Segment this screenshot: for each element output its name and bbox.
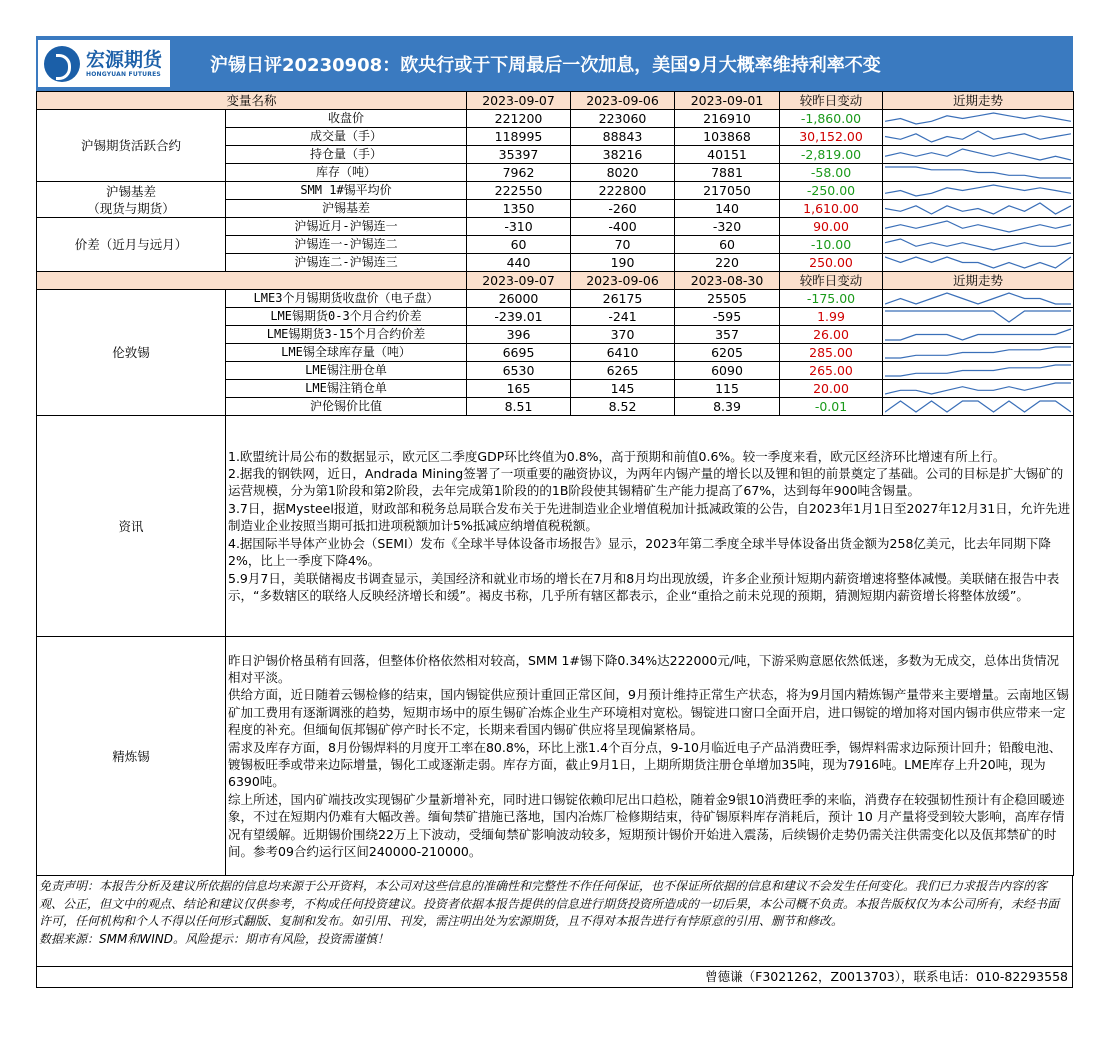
value-previous: 88843 (571, 128, 675, 146)
value-week-ago: -320 (675, 218, 780, 236)
value-previous: 26175 (571, 290, 675, 308)
sparkline-path (885, 365, 1071, 376)
header-variable-name: 变量名称 (37, 92, 467, 110)
data-row (37, 218, 1074, 236)
value-week-ago: 115 (675, 380, 780, 398)
daily-change: 250.00 (780, 254, 883, 272)
trend-sparkline (883, 290, 1074, 308)
column-header: 近期走势 (883, 92, 1074, 110)
column-header: 2023-09-06 (571, 272, 675, 290)
row-label: 沪锡近月-沪锡连一 (226, 218, 467, 236)
report-page (36, 36, 1073, 988)
logo-name-en: HONGYUAN FUTURES (86, 70, 161, 78)
value-previous: -400 (571, 218, 675, 236)
value-week-ago: 8.39 (675, 398, 780, 416)
row-label: LME锡全球库存量（吨） (226, 344, 467, 362)
row-label: 持仓量（手） (226, 146, 467, 164)
paragraph: 1.欧盟统计局公布的数据显示，欧元区二季度GDP环比终值为0.8%，高于预期和前值0.6%。较一季度来看，欧元区经济环比增速有所上行。 (228, 448, 1006, 464)
column-header-row (37, 92, 1074, 110)
row-label: 收盘价 (226, 110, 467, 128)
column-header: 2023-09-07 (467, 92, 571, 110)
daily-change: -175.00 (780, 290, 883, 308)
value-previous: 70 (571, 236, 675, 254)
column-header: 2023-09-01 (675, 92, 780, 110)
trend-sparkline (883, 146, 1074, 164)
paragraph: 4.据国际半导体产业协会（SEMI）发布《全球半导体设备市场报告》显示，2023年第二季度全球半导体设备出货金额为258亿美元，比去年同期下降2%，比上一季度下降4%。 (228, 535, 1051, 569)
refined-tin-body (226, 637, 1074, 876)
value-latest: 396 (467, 326, 571, 344)
value-week-ago: 7881 (675, 164, 780, 182)
refined-tin-label: 精炼锡 (37, 637, 226, 876)
sparkline-path (885, 401, 1071, 412)
trend-sparkline (883, 344, 1074, 362)
sparkline-path (885, 311, 1071, 322)
value-previous: -241 (571, 308, 675, 326)
sparkline-path (885, 239, 1071, 250)
value-latest: 440 (467, 254, 571, 272)
value-latest: 1350 (467, 200, 571, 218)
trend-sparkline (883, 326, 1074, 344)
logo-name-cn: 宏源期货 (86, 48, 163, 71)
data-row (37, 290, 1074, 308)
analyst-contact: 曾德谦（F3021262，Z0013703），联系电话：010-82293558 (36, 967, 1073, 988)
trend-sparkline (883, 236, 1074, 254)
row-label: LME锡期货0-3个月合约价差 (226, 308, 467, 326)
value-latest: 221200 (467, 110, 571, 128)
daily-change: -250.00 (780, 182, 883, 200)
value-latest: -310 (467, 218, 571, 236)
row-label: 沪锡连二-沪锡连三 (226, 254, 467, 272)
row-label: 沪锡连一-沪锡连二 (226, 236, 467, 254)
trend-sparkline (883, 128, 1074, 146)
value-week-ago: 216910 (675, 110, 780, 128)
trend-sparkline (883, 110, 1074, 128)
group-name: 沪锡期货活跃合约 (80, 138, 181, 153)
value-week-ago: 220 (675, 254, 780, 272)
group-subname: （现货与期货） (87, 200, 175, 216)
paragraph: 综上所述，国内矿端技改实现锡矿少量新增补充，同时进口锡锭依赖印尼出口趋松，随着金9银10消费旺季的来临，消费存在较强韧性预计有企稳回暖迹象，不过在短期内仍难有大幅改善。缅甸禁矿措施已落地，国内冶炼厂检修期结束，待矿锡原料库存消耗后，预计 10 月产量将受到较大影响，高库存情况有望缓解。近期锡价围绕22万上下波动，受缅甸禁矿影响波动较多，短期预计锡价开始进入震荡，后续锡价走势仍需关注供需变化以及佤邦禁矿的时间。参考09合约运行区间240000-210000。 (228, 791, 1065, 860)
disclaimer-block (36, 876, 1073, 967)
trend-sparkline (883, 254, 1074, 272)
brand-logo (38, 40, 170, 87)
value-latest: 35397 (467, 146, 571, 164)
trend-sparkline (883, 164, 1074, 182)
value-week-ago: 6205 (675, 344, 780, 362)
daily-change: -10.00 (780, 236, 883, 254)
sparkline-path (885, 383, 1071, 394)
row-label: 成交量（手） (226, 128, 467, 146)
value-previous: 370 (571, 326, 675, 344)
value-previous: 145 (571, 380, 675, 398)
news-row (37, 416, 1074, 637)
value-previous: 8.52 (571, 398, 675, 416)
disclaimer-text: 免责声明：本报告分析及建议所依据的信息均来源于公开资料，本公司对这些信息的准确性和完整性不作任何保证，也不保证所依据的信息和建议不会发生任何变化。我们已力求报告内容的客观、公正，但文中的观点、结论和建议仅供参考，不构成任何投资建议。投资者依据本报告提供的信息进行期货投资所造成的一切后果，本公司概不负责。本报告版权仅为本公司所有，未经书面许可，任何机构和个人不得以任何形式翻版、复制和发布。如引用、刊发，需注明出处为宏源期货，且不得对本报告进行有悖原意的引用、删节和修改。 (39, 879, 1060, 928)
sparkline-path (885, 167, 1071, 178)
value-latest: 6530 (467, 362, 571, 380)
group-name: 价差（近月与远月） (74, 237, 188, 252)
value-latest: -239.01 (467, 308, 571, 326)
row-label: LME锡期货3-15个月合约价差 (226, 326, 467, 344)
value-latest: 118995 (467, 128, 571, 146)
value-previous: 6410 (571, 344, 675, 362)
trend-sparkline (883, 398, 1074, 416)
column-header: 2023-08-30 (675, 272, 780, 290)
news-label: 资讯 (37, 416, 226, 637)
group-label (37, 182, 226, 218)
trend-sparkline (883, 308, 1074, 326)
report-header (36, 36, 1073, 91)
sparkline-path (885, 203, 1071, 214)
daily-change: 1,610.00 (780, 200, 883, 218)
column-header-row (37, 272, 1074, 290)
value-previous: -260 (571, 200, 675, 218)
paragraph: 需求及库存方面，8月份锡焊料的月度开工率在80.8%，环比上涨1.4个百分点，9-10月临近电子产品消费旺季，锡焊料需求边际预计回升；铅酸电池、镀锡板旺季或带来边际增量，锡化工或逐渐走弱。库存方面，截止9月1日，上期所期货注册仓单增加35吨，现为7916吨。LME库存上升20吨，现为6390吨。 (228, 739, 1062, 790)
value-latest: 222550 (467, 182, 571, 200)
daily-change: -58.00 (780, 164, 883, 182)
paragraph: 2.据我的钢铁网，近日，Andrada Mining签署了一项重要的融资协议，为两年内锡产量的增长以及锂和钽的前景奠定了基础。公司的目标是扩大锡矿的运营规模，分为第1阶段和第2阶段，去年完成第1阶段的的1B阶段使其锡精矿生产能力提高了67%，达到每年900吨含锡量。 (228, 466, 1064, 499)
daily-change: 285.00 (780, 344, 883, 362)
column-header: 近期走势 (883, 272, 1074, 290)
paragraph: 昨日沪锡价格虽稍有回落，但整体价格依然相对较高，SMM 1#锡下降0.34%达222000元/吨，下游采购意愿依然低迷，多数为无成交，总体出货情况相对平淡。 (228, 652, 1060, 685)
data-source-text: 数据来源：SMM和WIND。风险提示：期市有风险，投资需谨慎！ (39, 931, 389, 946)
trend-sparkline (883, 182, 1074, 200)
daily-change: -0.01 (780, 398, 883, 416)
refined-tin-row (37, 637, 1074, 876)
column-header: 较昨日变动 (780, 272, 883, 290)
paragraph: 3.7日，据Mysteel报道，财政部和税务总局联合发布关于先进制造业企业增值税加计抵减政策的公告，自2023年1月1日至2027年12月31日，允许先进制造业企业按照当期可抵扣进项税额加计5%抵减应纳增值税税额。 (228, 500, 1071, 534)
sparkline-path (885, 131, 1071, 142)
sparkline-path (885, 347, 1071, 358)
data-row (37, 110, 1074, 128)
sparkline-path (885, 293, 1071, 304)
daily-change: -2,819.00 (780, 146, 883, 164)
value-latest: 60 (467, 236, 571, 254)
row-label: 库存（吨） (226, 164, 467, 182)
trend-sparkline (883, 218, 1074, 236)
row-label: LME3个月锡期货收盘价（电子盘） (226, 290, 467, 308)
logo-mark-icon (44, 46, 80, 82)
value-latest: 6695 (467, 344, 571, 362)
value-latest: 8.51 (467, 398, 571, 416)
sparkline-path (885, 329, 1071, 340)
daily-change: 20.00 (780, 380, 883, 398)
value-week-ago: 40151 (675, 146, 780, 164)
news-body (226, 416, 1074, 637)
daily-change: -1,860.00 (780, 110, 883, 128)
value-previous: 6265 (571, 362, 675, 380)
value-previous: 223060 (571, 110, 675, 128)
paragraph: 供给方面，近日随着云锡检修的结束，国内锡锭供应预计重回正常区间，9月预计维持正常生产状态，将为9月国内精炼锡产量带来主要增量。云南地区锡矿加工费用有逐渐调涨的趋势，短期市场中的原生锡矿冶炼企业生产环境相对宽松。锡锭进口窗口全面开启，进口锡锭的增加将对国内锡市供应带来一定程度的补充。但缅甸佤邦锡矿停产时长不定，长期来看国内锡矿供应将呈现偏紧格局。 (228, 687, 1069, 738)
row-label: LME锡注销仓单 (226, 380, 467, 398)
value-week-ago: 217050 (675, 182, 780, 200)
daily-change: 265.00 (780, 362, 883, 380)
daily-change: 30,152.00 (780, 128, 883, 146)
column-header: 2023-09-07 (467, 272, 571, 290)
value-week-ago: 140 (675, 200, 780, 218)
value-latest: 7962 (467, 164, 571, 182)
sparkline-path (885, 257, 1071, 268)
market-data-table (36, 91, 1074, 876)
row-label: 沪锡基差 (226, 200, 467, 218)
sparkline-path (885, 221, 1071, 232)
trend-sparkline (883, 200, 1074, 218)
sparkline-path (885, 185, 1071, 196)
row-label: 沪伦锡价比值 (226, 398, 467, 416)
value-week-ago: 25505 (675, 290, 780, 308)
paragraph: 5.9月7日，美联储褐皮书调查显示，美国经济和就业市场的增长在7月和8月均出现放缓，许多企业预计短期内薪资增速将整体减慢。美联储在报告中表示，“多数辖区的联络人反映经济增长和缓”。褐皮书称，几乎所有辖区都表示，企业“重拾之前未兑现的预期，猜测短期内薪资增长将整体放缓”。 (228, 570, 1060, 603)
daily-change: 26.00 (780, 326, 883, 344)
group-name: 沪锡基差 (105, 183, 156, 199)
group-label (37, 218, 226, 272)
daily-change: 1.99 (780, 308, 883, 326)
value-week-ago: -595 (675, 308, 780, 326)
trend-sparkline (883, 380, 1074, 398)
value-latest: 26000 (467, 290, 571, 308)
value-week-ago: 103868 (675, 128, 780, 146)
data-row (37, 182, 1074, 200)
value-previous: 222800 (571, 182, 675, 200)
value-latest: 165 (467, 380, 571, 398)
column-header: 2023-09-06 (571, 92, 675, 110)
daily-change: 90.00 (780, 218, 883, 236)
row-label: LME锡注册仓单 (226, 362, 467, 380)
sparkline-path (885, 113, 1071, 124)
group-label (37, 110, 226, 182)
sparkline-path (885, 149, 1071, 160)
header-blank (37, 272, 467, 290)
column-header: 较昨日变动 (780, 92, 883, 110)
group-label: 伦敦锡 (37, 290, 226, 416)
value-previous: 38216 (571, 146, 675, 164)
report-title: 沪锡日评20230908：欧央行或于下周最后一次加息，美国9月大概率维持利率不变 (210, 54, 881, 76)
value-previous: 190 (571, 254, 675, 272)
value-week-ago: 6090 (675, 362, 780, 380)
row-label: SMM 1#锡平均价 (226, 182, 467, 200)
value-week-ago: 357 (675, 326, 780, 344)
value-week-ago: 60 (675, 236, 780, 254)
trend-sparkline (883, 362, 1074, 380)
value-previous: 8020 (571, 164, 675, 182)
